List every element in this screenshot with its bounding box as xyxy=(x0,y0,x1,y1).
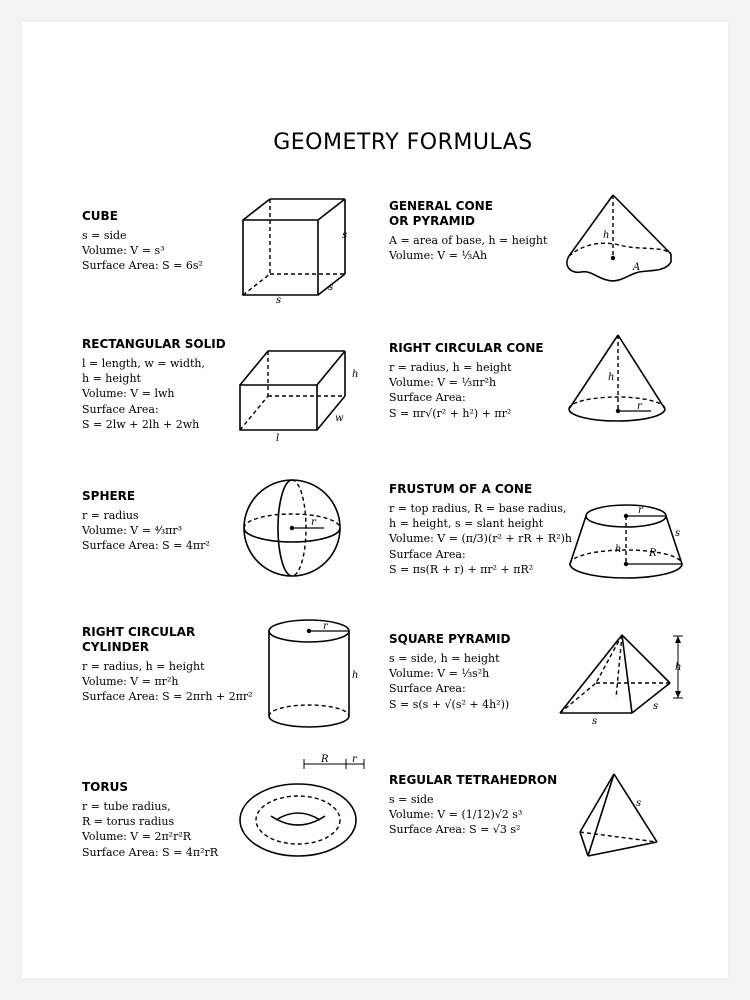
cylinder-line-2: Volume: V = πr²h xyxy=(82,675,179,689)
sphere-label-r: r xyxy=(311,517,316,528)
square-pyramid-label-h: h xyxy=(675,662,682,673)
cylinder-section xyxy=(82,625,282,705)
general-cone-label-A: A xyxy=(633,262,641,273)
cone-general-heading: GENERAL CONE OR PYRAMID xyxy=(389,199,493,228)
general-cone-label-h: h xyxy=(603,230,610,241)
sphere-line-1: r = radius xyxy=(82,509,139,522)
rect-solid-figure xyxy=(236,345,366,445)
frustum-line-3: Volume: V = (π/3)(r² + rR + R²)h xyxy=(389,532,572,546)
rect-solid-line-2: h = height xyxy=(82,372,141,386)
frustum-label-s: s xyxy=(675,528,681,539)
frustum-label-h: h xyxy=(615,544,622,555)
cylinder-line-1: r = radius, h = height xyxy=(82,660,205,673)
frustum-section xyxy=(389,482,589,577)
square-pyramid-heading: SQUARE PYRAMID xyxy=(389,632,511,646)
cube-figure xyxy=(236,193,356,305)
tetrahedron-line-1: s = side xyxy=(389,793,434,806)
right-cone-figure xyxy=(567,333,669,429)
tetrahedron-line-3: Surface Area: S = √3 s² xyxy=(389,823,521,837)
square-pyramid-label-s-side: s xyxy=(653,701,659,712)
sphere-line-3: Surface Area: S = 4πr² xyxy=(82,539,210,553)
general-cone-figure xyxy=(563,192,683,288)
sphere-figure xyxy=(240,476,344,580)
cone-right-line-3: Surface Area: xyxy=(389,391,466,405)
tetrahedron-figure xyxy=(574,770,664,862)
cube-line-1: s = side xyxy=(82,229,127,242)
square-pyramid-line-1: s = side, h = height xyxy=(389,652,500,665)
frustum-figure xyxy=(565,496,689,588)
frustum-line-5: S = πs(R + r) + πr² + πR² xyxy=(389,562,534,576)
cone-general-line-2: Volume: V = ⅓Ah xyxy=(389,249,488,263)
square-pyramid-figure xyxy=(556,632,688,728)
rect-solid-line-1: l = length, w = width, xyxy=(82,357,205,370)
page-title: GEOMETRY FORMULAS xyxy=(273,130,533,155)
cylinder-label-h: h xyxy=(352,670,359,681)
square-pyramid-line-3: Surface Area: xyxy=(389,682,466,696)
frustum-line-4: Surface Area: xyxy=(389,547,466,561)
torus-label-r: r xyxy=(352,754,357,765)
cone-right-line-1: r = radius, h = height xyxy=(389,361,512,374)
cone-right-line-4: S = πr√(r² + h²) + πr² xyxy=(389,406,512,420)
torus-line-2: R = torus radius xyxy=(82,815,175,829)
square-pyramid-line-2: Volume: V = ⅓s²h xyxy=(389,667,490,681)
sphere-heading: SPHERE xyxy=(82,489,136,503)
frustum-line-2: h = height, s = slant height xyxy=(389,517,544,531)
sphere-line-2: Volume: V = ⁴⁄₃πr³ xyxy=(82,524,183,538)
frustum-line-1: r = top radius, R = base radius, xyxy=(389,502,567,515)
cone-general-line-1: A = area of base, h = height xyxy=(389,234,548,247)
right-cone-label-r: r xyxy=(637,401,642,412)
rect-solid-line-3: Volume: V = lwh xyxy=(82,387,175,401)
tetrahedron-section xyxy=(389,773,589,838)
cone-general-section xyxy=(389,199,589,263)
frustum-label-r: r xyxy=(638,505,643,516)
cube-heading: CUBE xyxy=(82,209,118,223)
cylinder-line-3: Surface Area: S = 2πrh + 2πr² xyxy=(82,690,253,704)
torus-heading: TORUS xyxy=(82,780,129,794)
cone-right-line-2: Volume: V = ⅓πr²h xyxy=(389,376,497,390)
torus-line-4: Surface Area: S = 4π²rR xyxy=(82,845,219,859)
rect-solid-line-5: S = 2lw + 2lh + 2wh xyxy=(82,417,200,431)
frustum-heading: FRUSTUM OF A CONE xyxy=(389,482,533,496)
torus-label-R: R xyxy=(321,754,329,765)
square-pyramid-label-s-bottom: s xyxy=(592,716,598,727)
cube-label-depth: s xyxy=(328,282,334,293)
rect-solid-label-h: h xyxy=(352,369,359,380)
torus-line-3: Volume: V = 2π²r²R xyxy=(82,830,192,844)
cube-label-bottom: s xyxy=(276,295,282,306)
tetrahedron-label-s: s xyxy=(636,798,642,809)
frustum-label-R: R xyxy=(649,548,657,559)
tetrahedron-heading: REGULAR TETRAHEDRON xyxy=(389,773,558,787)
square-pyramid-line-4: S = s(s + √(s² + 4h²)) xyxy=(389,697,510,711)
cylinder-figure xyxy=(266,616,366,736)
cylinder-label-r: r xyxy=(323,621,328,632)
rect-solid-line-4: Surface Area: xyxy=(82,402,159,416)
cone-right-section xyxy=(389,341,589,421)
cube-line-3: Surface Area: S = 6s² xyxy=(82,259,203,273)
rect-solid-heading: RECTANGULAR SOLID xyxy=(82,337,226,351)
rect-solid-label-w: w xyxy=(335,413,344,424)
cone-right-heading: RIGHT CIRCULAR CONE xyxy=(389,341,544,355)
cube-line-2: Volume: V = s³ xyxy=(82,244,165,258)
tetrahedron-line-2: Volume: V = (1/12)√2 s³ xyxy=(389,808,523,822)
cylinder-heading: RIGHT CIRCULAR CYLINDER xyxy=(82,625,196,654)
rect-solid-label-l: l xyxy=(276,433,280,444)
torus-figure xyxy=(236,750,372,862)
right-cone-label-h: h xyxy=(608,372,615,383)
torus-line-1: r = tube radius, xyxy=(82,800,171,813)
cube-label-side: s xyxy=(342,230,348,241)
